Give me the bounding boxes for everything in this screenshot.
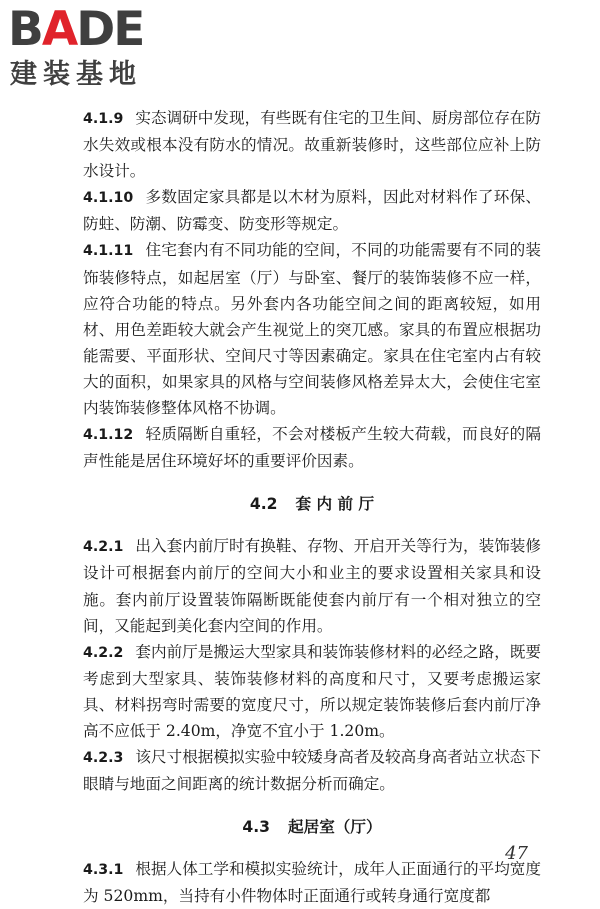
section-heading-4-3	[83, 814, 541, 840]
clause-number: 4.1.11	[83, 243, 134, 260]
clause-4-1-10	[83, 184, 541, 237]
clause-number: 4.2.1	[83, 539, 124, 556]
clause-4-1-9	[83, 105, 541, 184]
clause-4-2-1	[83, 533, 541, 638]
section-heading-4-2	[83, 491, 541, 517]
clause-4-1-12	[83, 421, 541, 474]
clause-text: 根据人体工学和模拟实验统计，成年人正面通行的平均宽度为 520mm，当持有小件物体时正面通行或转身通行宽度都	[83, 860, 541, 906]
clause-number: 4.1.9	[83, 111, 124, 127]
clause-4-2-2	[83, 639, 541, 744]
clause-text: 多数固定家具都是以木材为原料，因此对材料作了环保、防蛀、防潮、防霉变、防变形等规定。	[83, 188, 541, 234]
page-number: 47	[505, 843, 528, 864]
clause-text: 出入套内前厅时有换鞋、存物、开启开关等行为，装饰装修设计可根据套内前厅的空间大小和业主的要求设置相关家具和设施。套内前厅设置装饰隔断既能使套内前厅有一个相对独立的空间，又能起到美化套内空间的作用。	[83, 537, 541, 635]
clause-number: 4.2.2	[83, 644, 124, 661]
clause-number: 4.3.1	[83, 862, 124, 879]
section-number: 4.2	[249, 495, 278, 514]
clause-4-2-3	[83, 744, 541, 797]
section-title: 套 内 前 厅	[295, 495, 375, 514]
clause-4-3-1	[83, 856, 541, 909]
clause-text: 套内前厅是搬运大型家具和装饰装修材料的必经之路，既要考虑到大型家具、装饰装修材料的高度和尺寸，又要考虑搬运家具、材料拐弯时需要的宽度尺寸，所以规定装饰装修后套内前厅净高不应低于 2.40m，净宽不宜小于 1.20m。	[83, 642, 541, 740]
clause-number: 4.1.10	[83, 190, 134, 207]
logo-subtitle: 建装基地	[10, 59, 142, 90]
brand-logo	[8, 4, 178, 94]
section-number: 4.3	[242, 818, 271, 837]
logo-wordmark: BADE	[8, 2, 144, 57]
clause-number: 4.2.3	[83, 750, 124, 767]
clause-number: 4.1.12	[83, 427, 134, 444]
clause-text: 该尺寸根据模拟实验中较矮身高者及较高身高者站立状态下眼睛与地面之间距离的统计数据分析而确定。	[83, 748, 541, 794]
clause-text: 轻质隔断自重轻，不会对楼板产生较大荷载，而良好的隔声性能是居住环境好坏的重要评价因素。	[83, 425, 541, 471]
section-title: 起居室（厅）	[288, 818, 382, 837]
document-body	[83, 105, 541, 909]
clause-4-1-11	[83, 237, 541, 421]
clause-text: 实态调研中发现，有些既有住宅的卫生间、厨房部位存在防水失效或根本没有防水的情况。故重新装修时，这些部位应补上防水设计。	[83, 109, 541, 181]
logo-accent-letter: A	[41, 2, 77, 57]
clause-text: 住宅套内有不同功能的空间，不同的功能需要有不同的装饰装修特点，如起居室（厅）与卧室、餐厅的装饰装修不应一样，应符合功能的特点。另外套内各功能空间之间的距离较短，如用材、用色差距较大就会产生视觉上的突兀感。家具的布置应根据功能需要、平面形状、空间尺寸等因素确定。家具在住宅室内占有较大的面积，如果家具的风格与空间装修风格差异太大，会使住宅室内装饰装修整体风格不协调。	[83, 241, 541, 418]
